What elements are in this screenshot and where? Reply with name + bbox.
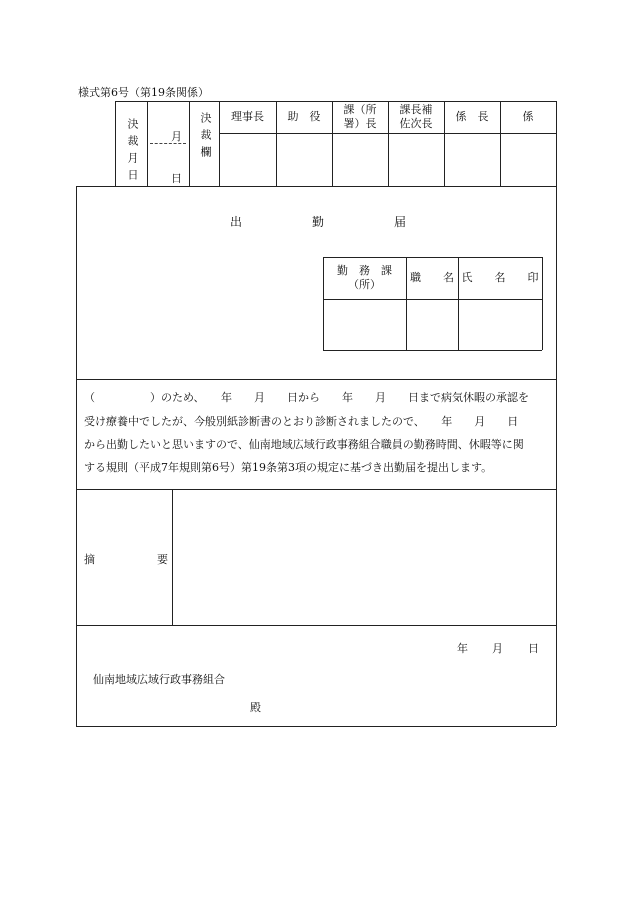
footer-organization: 仙南地域広域行政事務組合	[93, 673, 225, 686]
body-line-1: （ ）のため、 年 月 日から 年 月 日まで病気休暇の承認を	[84, 391, 530, 404]
approval-date-label: 決裁月日	[126, 118, 139, 186]
role-unit-chief: 係 長	[455, 110, 489, 124]
role-deputy: 助 役	[287, 110, 321, 124]
summary-label-left: 摘	[84, 553, 95, 566]
body-line-2: 受け療養中でしたが、今般別紙診断書のとおり診断されましたので、 年 月 日	[84, 415, 519, 428]
footer-date-year: 年	[457, 642, 468, 655]
footer-date-day: 日	[528, 642, 539, 655]
summary-input-area[interactable]	[173, 490, 555, 624]
body-line-3: から出勤したいと思いますので、仙南地域広域行政事務組合職員の勤務時間、休暇等に関	[84, 438, 524, 451]
summary-label-right: 要	[157, 553, 168, 566]
title-char-1: 出	[230, 215, 243, 229]
body-line-4: する規則（平成7年規則第6号）第19条第3項の規定に基づき出勤届を提出します。	[84, 461, 493, 474]
title-char-2: 勤	[312, 215, 325, 229]
role-section-chief: 課（所 署）長	[343, 103, 377, 130]
footer-date-month: 月	[492, 642, 503, 655]
form-label: 様式第6号（第19条関係）	[78, 86, 209, 99]
info-header-position: 職 名	[410, 271, 454, 285]
title-char-3: 届	[394, 215, 407, 229]
role-chairman: 理事長	[231, 110, 264, 124]
approval-column-label: 決裁欄	[199, 112, 212, 163]
role-staff: 係	[522, 110, 534, 124]
footer-honorific: 殿	[250, 701, 261, 714]
role-assistant-chief: 課長補 佐次長	[399, 103, 433, 130]
approval-day-label: 日	[171, 172, 182, 185]
approval-month-label: 月	[171, 130, 182, 143]
info-header-department: 勤 務 課 （所）	[337, 264, 392, 291]
info-header-name-seal: 氏 名 印	[461, 271, 539, 285]
